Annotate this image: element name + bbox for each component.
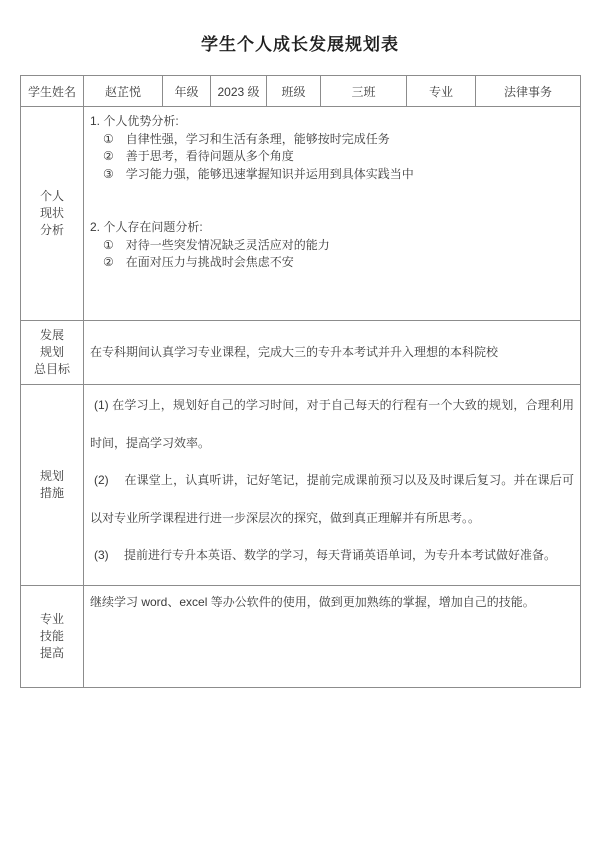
measure-paragraph: (3) 提前进行专升本英语、数学的学习，每天背诵英语单词，为专升本考试做好准备。 bbox=[94, 548, 557, 562]
skills-content: 继续学习 word、excel 等办公软件的使用，做到更加熟练的掌握，增加自己的技能。 bbox=[84, 586, 581, 688]
planning-table bbox=[20, 75, 581, 688]
skills-label-line: 专业 bbox=[39, 612, 64, 626]
student-name-value: 赵芷悦 bbox=[84, 76, 163, 107]
problem-item: ② 在面对压力与挑战时会焦虑不安 bbox=[103, 255, 294, 269]
problems-heading: 2. 个人存在问题分析: bbox=[90, 220, 203, 234]
class-label: 班级 bbox=[267, 76, 321, 107]
page-title: 学生个人成长发展规划表 bbox=[201, 35, 399, 54]
measure-paragraph: (1) 在学习上，规划好自己的学习时间，对于自己每天的行程有一个大致的规划，合理利用时间，提高学习效率。 bbox=[90, 398, 574, 450]
goal-label-line: 发展 bbox=[39, 328, 64, 342]
measures-label-line: 规划 bbox=[39, 469, 64, 483]
analysis-label-line: 分析 bbox=[39, 223, 64, 237]
major-label: 专业 bbox=[407, 76, 476, 107]
student-name-label: 学生姓名 bbox=[21, 76, 84, 107]
measures-content-cell bbox=[84, 385, 581, 586]
analysis-label-line: 现状 bbox=[39, 206, 64, 220]
strength-item: ③ 学习能力强，能够迅速掌握知识并运用到具体实践当中 bbox=[103, 166, 414, 181]
skills-row bbox=[21, 586, 581, 688]
analysis-label-line: 个人 bbox=[39, 189, 64, 203]
analysis-row bbox=[21, 107, 581, 321]
goal-content: 在专科期间认真学习专业课程，完成大三的专升本考试并升入理想的本科院校 bbox=[84, 321, 581, 385]
measures-label-line: 措施 bbox=[39, 486, 64, 500]
goal-section-label bbox=[21, 321, 84, 385]
skills-label-line: 技能 bbox=[39, 629, 64, 643]
grade-value: 2023 级 bbox=[211, 76, 267, 107]
strength-item: ② 善于思考，看待问题从多个角度 bbox=[103, 149, 294, 163]
strengths-heading: 1. 个人优势分析: bbox=[90, 114, 179, 128]
goal-label-line: 规划 bbox=[39, 345, 64, 359]
analysis-section-label bbox=[21, 107, 84, 321]
skills-section-label bbox=[21, 586, 84, 688]
grade-label: 年级 bbox=[163, 76, 211, 107]
problem-item: ① 对待一些突发情况缺乏灵活应对的能力 bbox=[103, 237, 330, 252]
analysis-content-cell bbox=[84, 107, 581, 321]
major-value: 法律事务 bbox=[476, 76, 581, 107]
goal-label-line: 总目标 bbox=[33, 362, 70, 376]
skills-label-line: 提高 bbox=[39, 646, 64, 660]
class-value: 三班 bbox=[321, 76, 407, 107]
measures-section-label bbox=[21, 385, 84, 586]
document-page bbox=[0, 34, 600, 848]
measure-paragraph: (2) 在课堂上，认真听讲，记好笔记，提前完成课前预习以及及时课后复习。并在课后可以对专业所学课程进行进一步深层次的探究，做到真正理解并有所思考。。 bbox=[90, 473, 574, 525]
goal-row bbox=[21, 321, 581, 385]
strength-item: ① 自律性强，学习和生活有条理，能够按时完成任务 bbox=[103, 131, 390, 146]
student-info-row bbox=[21, 76, 581, 107]
measures-row bbox=[21, 385, 581, 586]
